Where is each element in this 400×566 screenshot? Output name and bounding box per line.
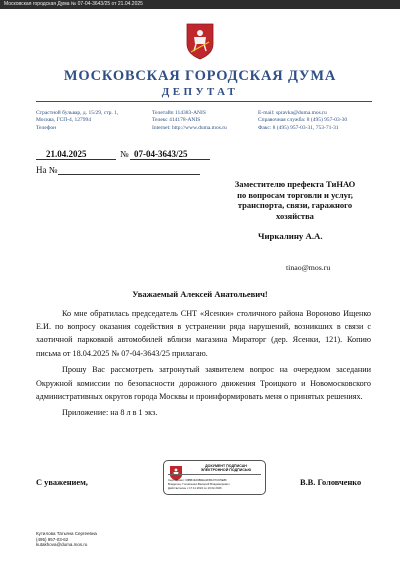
closing-phrase: С уважением, bbox=[36, 478, 88, 487]
body-paragraph: Ко мне обратилась председатель СНТ «Ясенки» столичного района Вороново Ищенко Е.И. по вопросу оказания содействия в устранении ряда нарушений, возникших в связи с хаотичной парковкой автомобилей вблизи магазина Мираторг (дер. Ясенки, 121). Копию письма от 18.04.2025 № 07-04-3643/25 прилагаю. bbox=[36, 309, 371, 358]
signer-name: В.В. Головченко bbox=[300, 478, 362, 487]
org-subtitle: ДЕПУТАТ bbox=[161, 86, 239, 98]
salutation: Уважаемый Алексей Анатольевич! bbox=[132, 289, 268, 299]
executor-info: Кутилова Татьяна Сергеевна (495) 957-03-62 kutakhova@duma.mos.ru bbox=[36, 531, 97, 548]
body-paragraph: Прошу Вас рассмотреть затронутый заявителем вопрос на очередном заседании Окружной комиссии по безопасности дорожного движения Троицкого и Новомосковского административных округов города Москвы и проинформировать меня о принятых решениях. bbox=[36, 365, 371, 401]
window-title-bar: Московская городская Дума № 07-04-3643/25 от 21.04.2025 bbox=[0, 0, 400, 9]
contacts-address: Страстной бульвар, д. 15/29, стр. 1, Москва, ГСП-4, 127994 Телефон bbox=[36, 110, 119, 131]
date-underline bbox=[36, 159, 116, 160]
org-name: МОСКОВСКАЯ ГОРОДСКАЯ ДУМА bbox=[63, 68, 337, 84]
registration-number: 07-04-3643/25 bbox=[134, 149, 188, 159]
moscow-coat-of-arms-icon bbox=[185, 22, 215, 60]
contacts-email-phone: E-mail: spravka@duma.mos.ru Справочная служба: 8 (495) 957-03-30 Факс: 8 (495) 957-03-31, 753-71-31 bbox=[258, 110, 348, 131]
reply-to-underline bbox=[58, 174, 200, 175]
electronic-signature-stamp: ДОКУМЕНТ ПОДПИСАН ЭЛЕКТРОННОЙ ПОДПИСЬЮ Сертификат: 00BB19A9B0EA2FB1D7CD5E8F Владелец: Головченко Валерий Владимирович Действителен с 17.11.2024 по 10.02.2026 bbox=[163, 460, 266, 495]
addressee-email: tinao@mos.ru bbox=[286, 263, 331, 272]
number-underline bbox=[130, 159, 210, 160]
attachment-note: Приложение: на 8 л в 1 экз. bbox=[62, 408, 158, 418]
registration-date: 21.04.2025 bbox=[46, 149, 87, 159]
addressee-title: Заместителю префекта ТиНАО по вопросам торговли и услуг, транспорта, связи, гаражного хозяйства bbox=[234, 179, 356, 221]
letter-body bbox=[36, 307, 371, 423]
contacts-teletype: Телетайп 114383-ANIS Телекс 414178-ANIS Internet: http://www.duma.mos.ru bbox=[152, 110, 227, 131]
header-divider bbox=[36, 101, 372, 102]
registration-number-sign: № bbox=[120, 149, 129, 159]
addressee-name: Чиркалину А.А. bbox=[258, 231, 323, 241]
reply-to-label: На № bbox=[36, 165, 58, 175]
